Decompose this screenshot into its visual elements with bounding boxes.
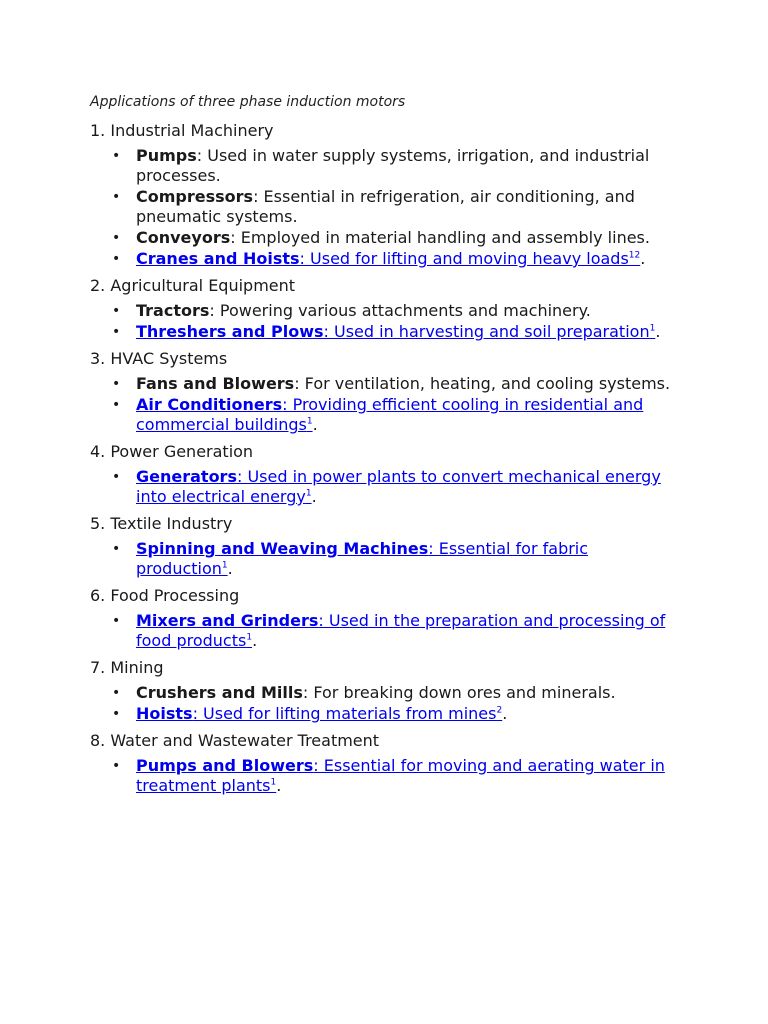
- bullet-icon: •: [112, 376, 121, 392]
- citation-reference[interactable]: 12: [628, 250, 641, 261]
- list-item: [90, 467, 682, 507]
- list-item: [90, 704, 682, 724]
- item-description: : Used for lifting materials from mines: [192, 704, 497, 723]
- citation-reference[interactable]: 1: [306, 416, 313, 427]
- item-link[interactable]: [136, 322, 655, 341]
- bullet-list: [90, 467, 690, 507]
- bullet-icon: •: [112, 251, 121, 267]
- document-title: Applications of three phase induction motors: [90, 94, 406, 110]
- citation-reference[interactable]: 1: [246, 632, 253, 643]
- item-description: : Providing efficient cooling in residential and commercial buildings: [136, 395, 644, 434]
- section-heading: 3. HVAC Systems: [90, 349, 228, 368]
- item-link[interactable]: [136, 611, 665, 650]
- list-item: [90, 683, 682, 703]
- document-page: [90, 92, 690, 802]
- section-heading: 6. Food Processing: [90, 586, 240, 605]
- section: [90, 585, 690, 651]
- section: [90, 120, 690, 269]
- item-end-punctuation: .: [502, 704, 508, 723]
- list-item: [90, 374, 682, 394]
- item-link[interactable]: [136, 467, 661, 506]
- citation-reference[interactable]: 2: [496, 705, 503, 716]
- item-description: : For ventilation, heating, and cooling systems.: [294, 374, 671, 393]
- item-description: : Essential in refrigeration, air conditioning, and pneumatic systems.: [136, 187, 635, 226]
- item-description: : Used in power plants to convert mechanical energy into electrical energy: [136, 467, 661, 506]
- list-item: [90, 395, 682, 435]
- item-term: Crushers and Mills: [136, 683, 303, 702]
- bullet-list: [90, 301, 690, 342]
- bullet-icon: •: [112, 397, 121, 413]
- item-link[interactable]: [136, 395, 643, 434]
- section-heading: 2. Agricultural Equipment: [90, 276, 296, 295]
- bullet-icon: •: [112, 758, 121, 774]
- item-term: Cranes and Hoists: [136, 249, 300, 268]
- bullet-icon: •: [112, 469, 121, 485]
- item-end-punctuation: .: [227, 559, 233, 578]
- item-term: Hoists: [136, 704, 193, 723]
- list-item: [90, 187, 682, 227]
- list-item: [90, 756, 682, 796]
- item-description: : Used in harvesting and soil preparation: [323, 322, 650, 341]
- list-item: [90, 539, 682, 579]
- section-heading: 4. Power Generation: [90, 442, 254, 461]
- section-heading: 7. Mining: [90, 658, 164, 677]
- section: [90, 441, 690, 507]
- sections-container: [90, 120, 690, 796]
- item-description: : Powering various attachments and machinery.: [209, 301, 591, 320]
- item-end-punctuation: .: [640, 249, 646, 268]
- item-term: Compressors: [136, 187, 254, 206]
- item-end-punctuation: .: [276, 776, 282, 795]
- list-item: [90, 249, 682, 269]
- item-term: Threshers and Plows: [136, 322, 324, 341]
- bullet-list: [90, 374, 690, 435]
- item-term: Generators: [136, 467, 237, 486]
- bullet-icon: •: [112, 230, 121, 246]
- item-term: Pumps: [136, 146, 197, 165]
- bullet-icon: •: [112, 541, 121, 557]
- bullet-icon: •: [112, 303, 121, 319]
- item-link[interactable]: [136, 704, 502, 723]
- item-description: : Used in the preparation and processing of food products: [136, 611, 666, 650]
- bullet-icon: •: [112, 613, 121, 629]
- item-description: : Used for lifting and moving heavy loads: [299, 249, 629, 268]
- item-description: : For breaking down ores and minerals.: [302, 683, 616, 702]
- item-term: Pumps and Blowers: [136, 756, 314, 775]
- bullet-icon: •: [112, 189, 121, 205]
- item-term: Mixers and Grinders: [136, 611, 319, 630]
- item-end-punctuation: .: [311, 487, 317, 506]
- item-term: Conveyors: [136, 228, 231, 247]
- bullet-icon: •: [112, 324, 121, 340]
- item-description: : Used in water supply systems, irrigation, and industrial processes.: [136, 146, 650, 185]
- section: [90, 348, 690, 435]
- citation-reference[interactable]: 1: [270, 777, 277, 788]
- item-end-punctuation: .: [252, 631, 258, 650]
- citation-reference[interactable]: 1: [649, 323, 656, 334]
- section: [90, 513, 690, 579]
- item-link[interactable]: [136, 756, 665, 795]
- item-term: Tractors: [136, 301, 210, 320]
- section: [90, 657, 690, 724]
- item-term: Air Conditioners: [136, 395, 283, 414]
- item-description: : Essential for moving and aerating water in treatment plants: [136, 756, 665, 795]
- item-term: Fans and Blowers: [136, 374, 295, 393]
- list-item: [90, 146, 682, 186]
- item-description: : Essential for fabric production: [136, 539, 589, 578]
- section-heading: 8. Water and Wastewater Treatment: [90, 731, 380, 750]
- list-item: [90, 228, 682, 248]
- item-link[interactable]: [136, 249, 640, 268]
- section: [90, 730, 690, 796]
- list-item: [90, 611, 682, 651]
- item-term: Spinning and Weaving Machines: [136, 539, 429, 558]
- section-heading: 1. Industrial Machinery: [90, 121, 274, 140]
- bullet-list: [90, 611, 690, 651]
- item-description: : Employed in material handling and assembly lines.: [230, 228, 650, 247]
- section-heading: 5. Textile Industry: [90, 514, 233, 533]
- item-link[interactable]: [136, 539, 588, 578]
- bullet-list: [90, 756, 690, 796]
- citation-reference[interactable]: 1: [221, 560, 228, 571]
- section: [90, 275, 690, 342]
- bullet-list: [90, 146, 690, 269]
- bullet-list: [90, 683, 690, 724]
- bullet-list: [90, 539, 690, 579]
- citation-reference[interactable]: 1: [305, 488, 312, 499]
- item-end-punctuation: .: [655, 322, 661, 341]
- bullet-icon: •: [112, 685, 121, 701]
- list-item: [90, 322, 682, 342]
- item-end-punctuation: .: [312, 415, 318, 434]
- bullet-icon: •: [112, 706, 121, 722]
- list-item: [90, 301, 682, 321]
- bullet-icon: •: [112, 148, 121, 164]
